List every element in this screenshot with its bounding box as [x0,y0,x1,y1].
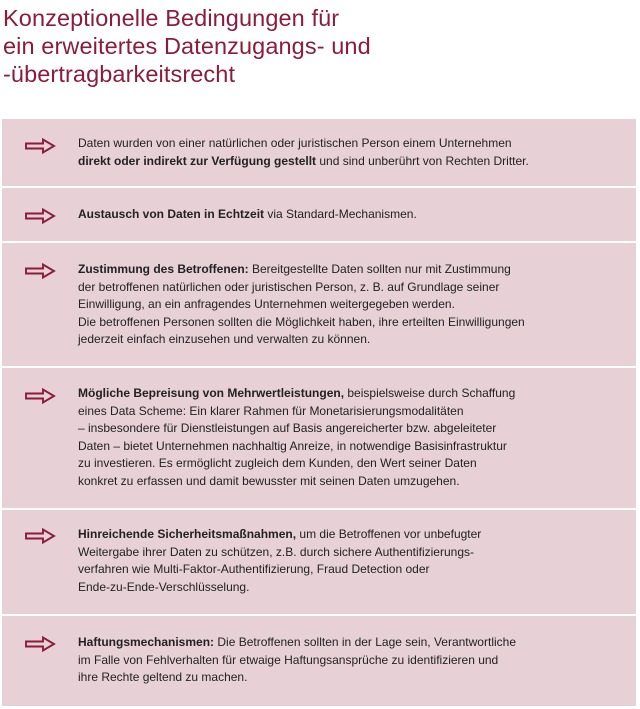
condition-text [78,385,618,490]
condition-item-consent [2,243,636,366]
right-arrow-icon [24,138,56,154]
title-line: ein erweitertes Datenzugangs- und [3,33,371,59]
condition-text [78,135,618,170]
title-line: Konzeptionelle Bedingungen für [3,5,340,31]
text-line: jederzeit einfach einzusehen und verwalten zu können. [78,332,371,346]
condition-item-security [2,510,636,614]
text-line: zu investieren. Es ermöglicht zugleich dem Kunden, den Wert seiner Daten [78,456,477,470]
page-title [3,4,371,88]
text-line: Die betroffenen Personen sollten die Möglichkeit haben, ihre erteilten Einwilligungen [78,314,525,329]
text-line: Zustimmung des Betroffenen: Bereitgestellte Daten sollten nur mit Zustimmung [78,262,511,276]
text-line: Daten wurden von einer natürlichen oder juristischen Person einem Unternehmen [78,136,512,150]
text-line: Hinreichende Sicherheitsmaßnahmen, um die Betroffenen vor unbefugter [78,527,482,541]
text-line: Mögliche Bepreisung von Mehrwertleistungen, beispielsweise durch Schaffung [78,386,516,400]
condition-text [78,526,618,596]
text-line: verfahren wie Multi-Faktor-Authentifizierung, Fraud Detection oder [78,562,430,576]
condition-text [78,206,618,224]
condition-item-pricing [2,368,636,508]
text-line: Daten – bietet Unternehmen nachhaltig Anreize, in notwendige Basisinfrastruktur [78,438,507,453]
condition-text [78,261,618,349]
text-line: der betroffenen natürlichen oder juristischen Person, z. B. auf Grundlage seiner [78,279,500,294]
right-arrow-icon [24,388,56,404]
text-line: eines Data Scheme: Ein klarer Rahmen für Monetarisierungsmodalitäten [78,403,464,418]
right-arrow-icon [24,636,56,652]
right-arrow-icon [24,208,56,224]
text-line: Haftungsmechanismen: Die Betroffenen sollten in der Lage sein, Verantwortliche [78,635,516,649]
text-line: Ende-zu-Ende-Verschlüsselung. [78,579,250,594]
text-line: Einwilligung, an ein anfragendes Unternehmen weitergegeben werden. [78,297,455,311]
text-line: im Falle von Fehlverhalten für etwaige Haftungsansprüche zu identifizieren und [78,652,499,667]
text-line: – insbesondere für Dienstleistungen auf Basis angereicherter bzw. abgeleiteter [78,421,497,435]
right-arrow-icon [24,528,56,544]
text-line: konkret zu erfassen und damit bewusster mit seinen Daten umzugehen. [78,473,460,488]
condition-item-realtime-exchange [2,188,636,241]
text-line: direkt oder indirekt zur Verfügung gestellt und sind unberührt von Rechten Dritter. [78,153,529,168]
text-line: Weitergabe ihrer Daten zu schützen, z.B. durch sichere Authentifizierungs- [78,544,474,559]
condition-text [78,634,618,687]
right-arrow-icon [24,263,56,279]
text-line: Austausch von Daten in Echtzeit via Standard-Mechanismen. [78,207,417,221]
condition-item-liability [2,616,636,706]
text-line: ihre Rechte geltend zu machen. [78,670,248,684]
title-line: -übertragbarkeitsrecht [3,61,236,87]
condition-item-data-provision [2,119,636,186]
